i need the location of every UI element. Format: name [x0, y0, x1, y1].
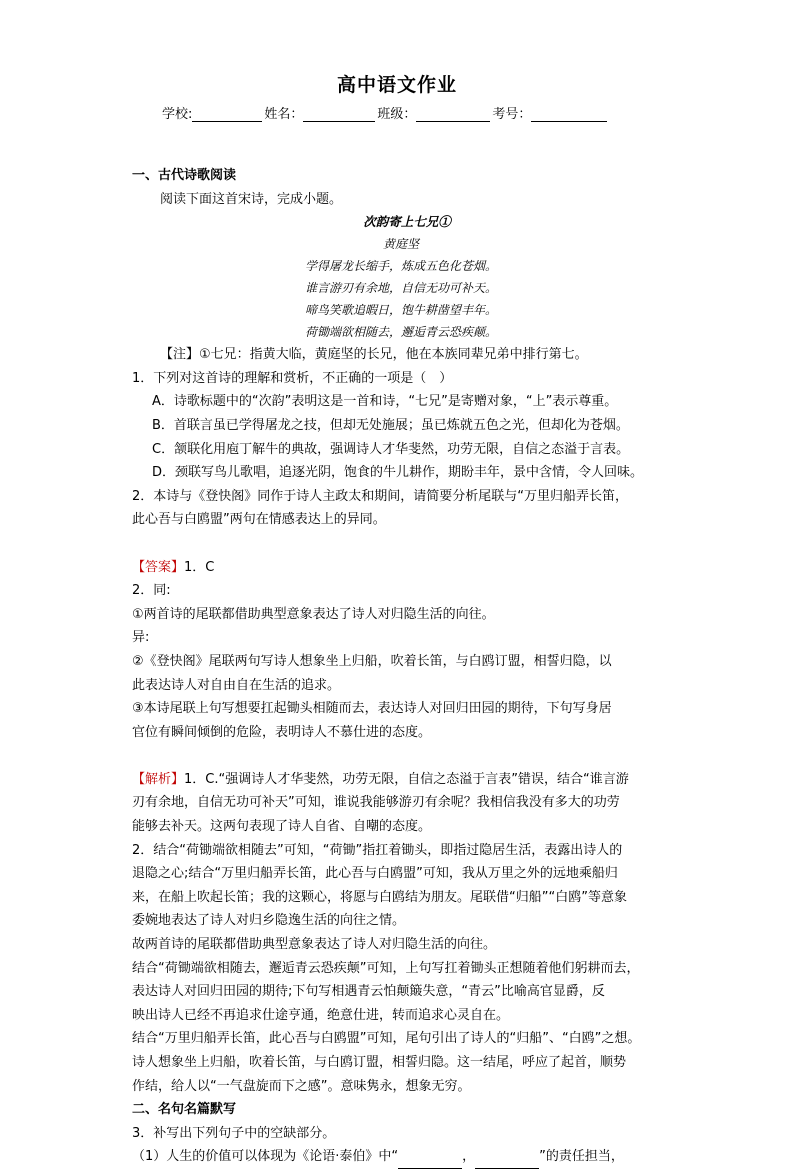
question-3-stem: 3．补写出下列句子中的空缺部分。 [132, 1125, 336, 1141]
fill-blank[interactable] [475, 1154, 539, 1169]
item-1-prefix: （1）人生的价值可以体现为《论语·泰伯》中“ [132, 1149, 399, 1165]
analysis-line: 作结，给人以“一气盘旋而下之感”。意味隽永，想象无穷。 [132, 1078, 471, 1094]
analysis-line: 结合“荷锄端欲相随去，邂逅青云恐疾颠”可知，上句写扛着锄头正想随着他们躬耕而去， [132, 960, 640, 976]
class-label: 班级： [377, 107, 417, 122]
answer-line: 此表达诗人对自由自在生活的追求。 [132, 677, 341, 693]
analysis-line [132, 768, 662, 792]
poem-author: 黄庭坚 [382, 237, 419, 252]
answer-1: 1．C [184, 559, 215, 575]
fill-blank[interactable] [398, 1154, 462, 1169]
question-1-stem: 1．下列对这首诗的理解和赏析，不正确的一项是（ ） [132, 370, 453, 386]
instruction-text: 阅读下面这首宋诗，完成小题。 [160, 191, 343, 207]
analysis-first: 1．C.“强调诗人才华斐然，功劳无限，自信之态溢于言表”错误，结合“谁言游 [184, 771, 629, 787]
analysis-line: 来，在船上吹起长笛；我的这颗心，将愿与白鸥结为朋友。尾联借“归船”“白鸥”等意象 [132, 889, 627, 905]
item-1-suffix: ”的责任担当， [539, 1149, 624, 1165]
name-label: 姓名： [264, 107, 304, 122]
question-1-option: D．颈联写鸟儿歌唱，追逐光阴，饱食的牛儿耕作，期盼丰年，景中含情，令人回味。 [152, 465, 644, 481]
answer-line: 2．同: [132, 583, 171, 599]
question-1-option: B．首联言虽已学得屠龙之技，但却无处施展；虽已炼就五色之光，但却化为苍烟。 [152, 417, 629, 433]
question-2-stem: 此心吾与白鸥盟”两句在情感表达上的异同。 [132, 512, 386, 528]
question-3-item [132, 1145, 662, 1169]
answer-line: ③本诗尾联上句写想要扛起锄头相随而去，表达诗人对回归田园的期待，下句写身居 [132, 701, 612, 717]
analysis-line: 表达诗人对回归田园的期待;下句写相遇青云怕颠簸失意，“青云”比喻高官显爵，反 [132, 984, 605, 1000]
poem-line: 学得屠龙长缩手，炼成五色化苍烟。 [304, 259, 497, 274]
analysis-line: 映出诗人已经不再追求仕途亨通，绝意仕进，转而追求心灵自在。 [132, 1007, 510, 1023]
question-2-stem: 2．本诗与《登快阁》同作于诗人主政太和期间，请简要分析尾联与“万里归船弄长笛， [132, 488, 629, 504]
analysis-line: 能够去补天。这两句表现了诗人自省、自嘲的态度。 [132, 819, 432, 835]
document-body [132, 164, 662, 1169]
answer-line: 异: [132, 630, 150, 646]
section-heading: 二、名句名篇默写 [132, 1102, 237, 1118]
name-blank[interactable] [303, 107, 375, 122]
analysis-line: 退隐之心;结合“万里归船弄长笛，此心吾与白鸥盟”可知，我从万里之外的远地乘船归 [132, 866, 618, 882]
answer-line: ①两首诗的尾联都借助典型意象表达了诗人对归隐生活的向往。 [132, 606, 495, 622]
question-1-option: A．诗歌标题中的“次韵”表明这是一首和诗，“七兄”是寄赠对象，“上”表示尊重。 [152, 394, 618, 410]
analysis-label: 【解析】 [132, 771, 185, 787]
school-blank[interactable] [192, 107, 262, 122]
id-blank[interactable] [531, 107, 607, 122]
answer-label: 【答案】 [132, 559, 185, 575]
analysis-line: 2．结合“荷锄端欲相随去”可知，“荷锄”指扛着锄头，即指过隐居生活，表露出诗人的 [132, 842, 623, 858]
student-info-line [162, 103, 609, 122]
poem-title: 次韵寄上七兄① [363, 214, 451, 230]
class-blank[interactable] [416, 107, 490, 122]
question-1-option: C．颔联化用庖丁解牛的典故，强调诗人才华斐然，功劳无限，自信之态溢于言表。 [152, 441, 630, 457]
section-heading: 一、古代诗歌阅读 [132, 168, 237, 183]
analysis-line: 结合“万里归船弄长笛，此心吾与白鸥盟”可知，尾句引出了诗人的“归船”、“白鸥”之想。 [132, 1031, 641, 1047]
page-title: 高中语文作业 [336, 74, 457, 96]
poem-line: 啼鸟笑歌追暇日，饱牛耕凿望丰年。 [304, 303, 497, 318]
school-label: 学校: [162, 107, 193, 122]
analysis-line: 委婉地表达了诗人对归乡隐逸生活的向往之情。 [132, 913, 406, 929]
poem-line: 谁言游刃有余地，自信无功可补天。 [304, 281, 497, 296]
answer-line: 官位有瞬间倾倒的危险，表明诗人不慕仕进的态度。 [132, 724, 432, 740]
answer-line: ②《登快阁》尾联两句写诗人想象坐上归船，吹着长笛，与白鸥订盟，相誓归隐，以 [132, 653, 612, 669]
analysis-line: 刃有余地，自信无功可补天”可知，谁说我能够游刃有余呢？我相信我没有多大的功劳 [132, 795, 620, 811]
answer-line [132, 556, 662, 580]
item-1-separator: ， [462, 1149, 476, 1165]
poem-note: 【注】①七兄：指黄大临，黄庭坚的长兄，他在本族同辈兄弟中排行第七。 [160, 347, 588, 363]
analysis-line: 故两首诗的尾联都借助典型意象表达了诗人对归隐生活的向往。 [132, 937, 497, 953]
analysis-line: 诗人想象坐上归船，吹着长笛，与白鸥订盟，相誓归隐。这一结尾，呼应了起首，顺势 [132, 1055, 627, 1070]
poem-line: 荷锄端欲相随去，邂逅青云恐疾颠。 [304, 325, 497, 340]
id-label: 考号： [492, 107, 532, 122]
